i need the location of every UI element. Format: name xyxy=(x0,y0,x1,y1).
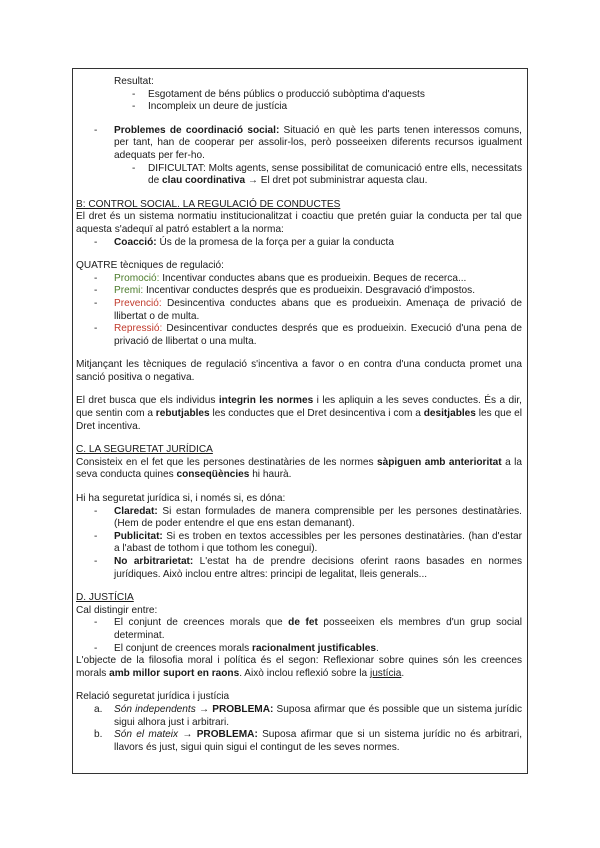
list-item: - Coacció: Ús de la promesa de la força per a guiar la conducta xyxy=(76,237,522,250)
list-item: b. Són el mateix → PROBLEMA: Suposa afirmar que si un sistema jurídic no és arbitrari, llavors és just, sigui quin sigui el contingut de les seves normes. xyxy=(94,729,523,753)
list-item: - Problemes de coordinació social: Situació en què les parts tenen interessos comuns, per tant, han de cooperar per assolir-los, però posseeixen diferents recursos igualment adequats per fer-ho. xyxy=(76,125,522,163)
list-item: - Promoció: Incentivar conductes abans que es produeixin. Beques de recerca... xyxy=(76,273,522,286)
list-item: - No arbitrarietat: L'estat ha de prendre decisions oferint raons basades en normes jurídiques. Això inclou entre altres: principi de legalitat, lleis generals... xyxy=(76,556,522,581)
promocio-label: Promoció: xyxy=(114,272,160,284)
document-body xyxy=(76,76,522,754)
condicions-list xyxy=(76,506,522,582)
coaccio-list xyxy=(76,237,522,250)
busca-paragraph: El dret busca que els individus integrin les normes i les apliquin a les seves conductes. És a dir, que sentin com a rebutjables les conductes que el Dret desincentiva i com a desitjables les que el Dret incentiva. xyxy=(76,395,523,432)
prevencio-label: Prevenció: xyxy=(114,297,162,309)
repressio-label: Repressió: xyxy=(114,323,163,335)
resultat-label: Resultat: xyxy=(114,76,154,87)
tecniques-list xyxy=(76,273,522,349)
list-item: - El conjunt de creences morals que de fet posseeixen els membres d'un grup social determinat. xyxy=(76,617,522,642)
dificultat-list xyxy=(76,163,522,188)
list-item: - DIFICULTAT: Molts agents, sense possibilitat de comunicació entre ells, necessitats de clau coordinativa → El dret pot subministrar aquesta clau. xyxy=(76,163,522,188)
section-c-heading: C. LA SEGURETAT JURÍDICA xyxy=(76,444,213,456)
list-item: - Esgotament de béns públics o producció subòptima d'aquests xyxy=(76,89,522,102)
mitjancant-paragraph: Mitjançant les tècniques de regulació s'incentiva a favor o en contra d'una conducta promet una sanció positiva o negativa. xyxy=(76,359,522,383)
relacio-list xyxy=(76,704,522,754)
consisteix-paragraph: Consisteix en el fet que les persones destinatàries de les normes sàpiguen amb anterioritat a la seva conducta quines conseqüències hi haurà. xyxy=(76,456,522,481)
objecte-paragraph: L'objecte de la filosofia moral i política és el segon: Reflexionar sobre quines són les creences morals amb millor suport en raons. Això inclou reflexió sobre la justícia. xyxy=(76,655,522,679)
resultat-list xyxy=(76,89,522,114)
premi-label: Premi: xyxy=(114,285,144,297)
list-item: - El conjunt de creences morals racionalment justificables. xyxy=(76,643,522,656)
list-item: a. Són independents → PROBLEMA: Suposa afirmar que és possible que un sistema jurídic sigui alhora just i arbitrari. xyxy=(94,703,522,728)
section-d-heading: D. JUSTÍCIA xyxy=(76,592,134,604)
list-item: - Repressió: Desincentivar conductes després que es produeixin. Execució d'una pena de privació de llibertat o una multa. xyxy=(76,323,522,348)
coordinacio-list xyxy=(76,125,522,163)
list-item: - Premi: Incentivar conductes després que es produeixin. Desgravació d'impostos. xyxy=(76,285,522,298)
hi-ha-paragraph: Hi ha seguretat jurídica si, i només si, es dóna: xyxy=(76,493,286,505)
list-item: - Publicitat: Si es troben en textos accessibles per les persones destinatàries. (han d'estar a l'abast de tothom i que tothom les conegui). xyxy=(76,531,522,556)
quatre-label: QUATRE tècniques de regulació: xyxy=(76,260,224,272)
relacio-label: Relació seguretat jurídica i justícia xyxy=(76,691,230,703)
list-item: - Incompleix un deure de justícia xyxy=(76,101,522,114)
creences-list xyxy=(76,617,522,655)
section-b-intro: El dret és un sistema normatiu institucionalitzat i coactiu que pretén guiar la conducta per tal que aquesta s'adequï al patró establert a la norma: xyxy=(76,211,522,235)
coordinacio-title: Problemes de coordinació social: xyxy=(114,124,280,136)
list-item: - Claredat: Si estan formulades de manera comprensible per les persones destinatàries. (Hem de poder entendre el que ens estan demanant). xyxy=(76,506,522,531)
cal-paragraph: Cal distingir entre: xyxy=(76,604,158,616)
section-b-heading: B: CONTROL SOCIAL. LA REGULACIÓ DE CONDUCTES xyxy=(76,198,341,210)
list-item: - Prevenció: Desincentiva conductes abans que es produeixin. Amenaça de privació de llibertat o de multa. xyxy=(76,298,522,323)
